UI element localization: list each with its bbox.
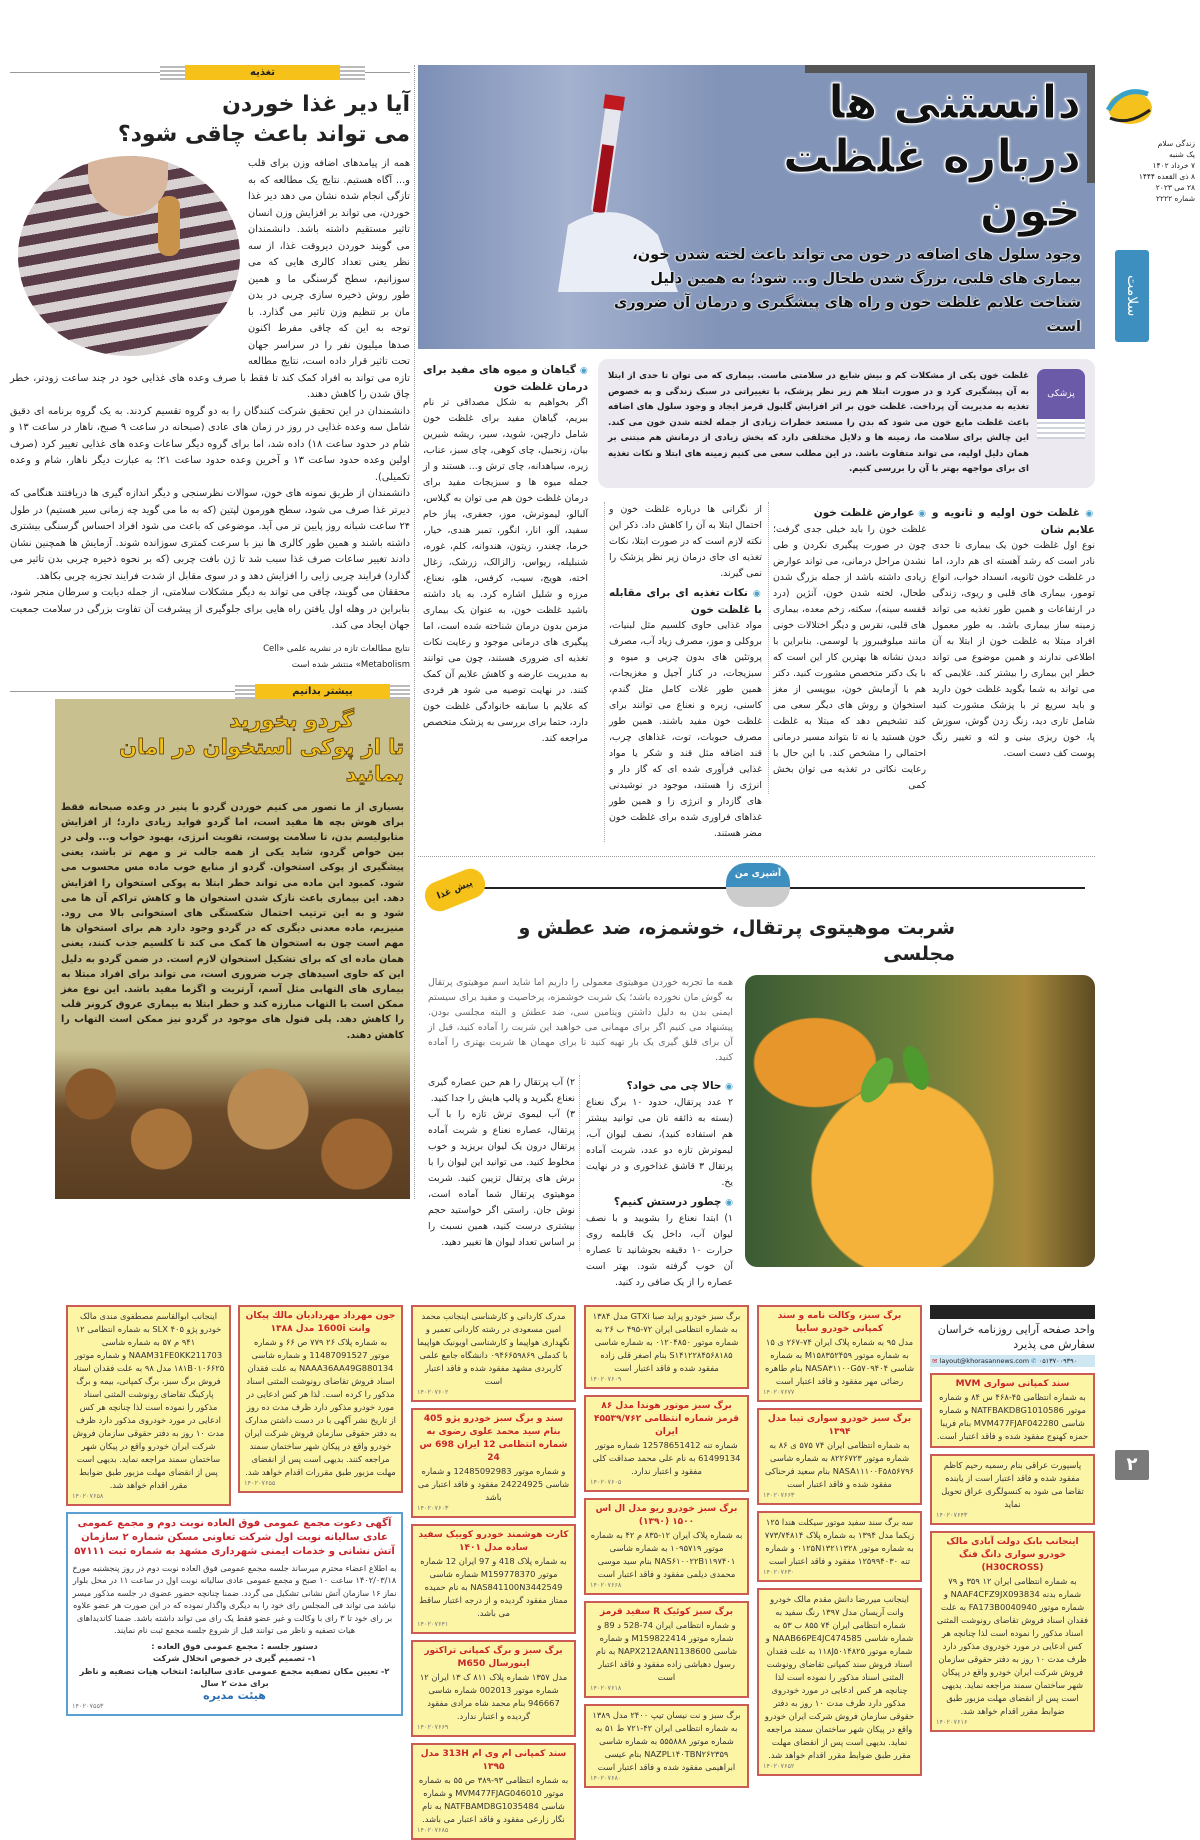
- ad-code: ۱۴۰۲۰۷۶۶۹: [417, 1722, 449, 1731]
- bullet-icon: ◉: [579, 366, 588, 376]
- ad-code: ۱۴۰۲۰۷۶۰۳: [417, 1503, 449, 1512]
- recipe-section-label: آشپزی من: [734, 868, 782, 879]
- classifieds: [10, 1305, 1095, 1840]
- ad-text: برگ سبز و نت نیسان تیپ ۲۴۰۰ مدل ۱۳۸۹ به شماره انتظامی ایران ۴۲-۷۲۱ ط ۵۱ به شماره موتور ۵۵۵۸۸۸ به شماره شاسی NAZPL۱۴۰TBN۲۶۲۳۵۹ بنام عیسی ابراهیمی مفقود شده و فاقد اعتبار است: [592, 1709, 741, 1772]
- ad-text: و شماره انتظامی ایران 74-528 د 89 و شماره موتور M159822414 و شماره شاسی NAPX212AAN1138600 به نام رسول دهباشی زاده مفقود و فاقد اعتبار است: [595, 1619, 738, 1682]
- walnut-photo: [55, 1049, 410, 1199]
- ad-text: اینجانب میررضا دانش مقدم مالک خودرو وانت آریسان مدل ۱۳۹۷ رنگ سفید به شماره انتظامی ایران ۷۴ ۸۵۵ ب ۵۳ به شماره شاسی NAAB66PE4JC474585 و شماره موتور ۱۱۸J۵۰۱۴۸۲۵ به علت فقدان اسناد فروش سند کمپانی تقاضای رونوشت المثنی اسناد مذکور را نموده است لذا چنانچه هر کس ادعایی در مورد خودروی مذکور دارد ظرف مدت ۱۰ روز به دفتر حقوقی سازمان فروش شرکت ایران خودرو واقع در پیکان شهر ساختمان سمند مراجعه نماید. بدیهی است پس از انقضای مهلت مقرر طبق ضوابط مقرر اقدام خواهد شد.: [764, 1593, 915, 1760]
- section-tab: سلامت: [1115, 250, 1149, 342]
- ad-code: ۱۴۰۲۰۷۶۴۳: [936, 1510, 968, 1519]
- column-2: ◉ عوارض غلظت خون غلظت خون را باید خیلی جدی گرفت؛ چون در صورت پیگیری نکردن و طی نشدن مراحل درمانی، می تواند عوارض زیادی داشته باشد از جمله بزرگ شدن طحال، لخته شدن خون، آنژین (درد قفسه سینه)، سکته، زخم معده، بیماری های قلبی، نقرس و دیگر اختلالات خونی مانند میلوفیبروز یا لوسمی. بنابراین با دیدن نشانه ها بهترین کار این است که با یک دکتر متخصص مشورت کنید. دکتر هم با آزمایش خون، بیوپسی از مغز استخوان و روش های دیگر سعی می کند تشخیص دهد که مبتلا به غلظت خون هستید یا نه تا بتواند مسیر درمانی احتمالی را مشخص کند. با این حال با رعایت نکاتی در تغذیه می توان بخش کمی: [768, 502, 926, 794]
- recipe-section: [418, 856, 1095, 1291]
- bullet-icon: ◉: [752, 588, 762, 599]
- classified-ad: [411, 1524, 576, 1634]
- ad-title: اینجانب بابک دولت آبادی مالک خودرو سواری دانگ فنگ (H30CROSS): [946, 1536, 1079, 1573]
- classified-ad: [930, 1373, 1095, 1448]
- ad-code: ۱۴۰۲۰۷۶۶۸: [590, 1580, 622, 1589]
- ad-code: ۱۴۰۲۰۷۶۳۰: [763, 1567, 795, 1576]
- hero-banner: [418, 65, 1095, 349]
- ad-text: پاسپورت عراقی بنام رسمیه رحیم کاظم مفقود شده و فاقد اعتبار است از یابنده تقاضا می شود به کنسولگری عراق تحویل نماید: [941, 1459, 1084, 1509]
- classified-ad: [411, 1305, 576, 1402]
- ad-title: برگ سبز خودرو ریو مدل ال اس ۱۵۰۰ (۱۳۹۰): [595, 1503, 738, 1527]
- ad-code: ۱۴۰۲۰۷۶۱۸: [590, 1683, 622, 1692]
- walnut-tag-row: [10, 684, 410, 699]
- ad-title: برگ سبز و برگ کمپانی تراکتور اینورسال M650: [424, 1645, 563, 1669]
- ad-text: مدل ۹۵ به شماره پلاک ایران ۷۴-۲۶۷ ی ۱۵ به شماره موتور M۱۵۸۳۵۲۴۵۹ به شماره شاسی NASA۳۱۱۰۰G۵۷۰۹۴۰۴ بنام طاهره رضائی مهر مفقود و فاقد اعتبار است: [764, 1336, 915, 1386]
- ad-text: به شماره پلاک ایران ۱۲-۸۳۵ م ۴۲ به شماره موتور ۱۰۹۵۷۱۹ به شماره شاسی NAS۶۱۰۰۲۲B۱۱۹۷۴۰۱ بنام سید موسی محمدی دیلمی مفقود و فاقد اعتبار است: [590, 1529, 743, 1579]
- classified-ad: [757, 1408, 922, 1505]
- ad-code: ۱۴۰۲۰۷۶۰۵: [590, 1477, 622, 1486]
- nutrition-top-text: همه از پیامدهای اضافه وزن برای قلب و... آگاه هستیم. نتایج یک مطالعه که به تازگی انجام شده نشان می دهد دیر غذا خوردن، می تواند بر افزایش وزن انسان تاثیر مستقیم داشته باشد. دانشمندان می گویند خوردن دیروقت غذا، از سه نظر یعنی تعداد کالری هایی که می سوزانیم، سطح گرسنگی ما و همین طور روش ذخیره سازی چربی در بدن مان بر تنظیم وزن تاثیر می گذارد. با توجه به این که چاقی مفرط اکنون صدها میلیون نفر را در سراسر جهان تحت تاثیر قرار داده است، نتایج مطالعه تازه می تواند به افراد کمک کند تا فقط با صرف وعده های غذایی خود در چند ساعت زودتر، خطر چاق شدن را کاهش دهند.: [10, 158, 410, 400]
- ad-title: برگ سبز کوئیک R سفید قرمز: [600, 1606, 733, 1617]
- layout-notice-title: واحد صفحه آرایی روزنامه خراسان سفارش می پذیرد: [937, 1322, 1095, 1351]
- ad-text: به شماره پلاک ۲۶ ۷۷۹ ص ۶۶ و شماره موتور 11487091527 و شماره شاسی NAAA36AA49G880134 به علت فقدان اسناد فروش تقاضای رونوشت المثنی اسناد مذکور را کرده است. لذا هر کس ادعایی در مورد خودرو مذکور دارد ظرف مدت ده روز از تاریخ نشر آگهی با در دست داشتن مدارک به دفتر حقوقی سازمان فروش شرکت ایران خودرو واقع در پیکان شهر ساختمان سمند مراجعه کنند. بدیهی است پس از انقضای مهلت مزبور طبق مقررات اقدام خواهد شد.: [244, 1336, 397, 1477]
- ad-code: ۱۴۰۲۰۷۶۸۰: [590, 1773, 622, 1782]
- recipe-col-left: ۲) آب پرتقال را هم حین عصاره گیری نعناع بگیرید و پالپ هایش را جدا کنید. ۳) آب لیموی ترش تازه را با آب پرتقال، عصاره نعناع و شربت آماده پرتقال درون یک لیوان بریزید و خوب مخلوط کنید. می توانید این لیوان را با برش های پرتقال تزیین کنید. شربت موهیتوی پرتقال شما آماده است، نوش جان. راستی اگر خواستید حجم بیشتری درست کنید، همین نسبت را بر اساس تعداد لیوان ها تغییر دهید.: [428, 1075, 580, 1251]
- section-tag-learn-more: بیشتر بدانیم: [255, 684, 390, 699]
- classified-ad: [238, 1305, 403, 1493]
- ad-code: ۱۴۰۲۰۷۶۰۹: [590, 1374, 622, 1383]
- ad-title: کارت هوشمند خودرو کوییک سفید ساده مدل ۱۴۰۱: [418, 1529, 569, 1553]
- classified-ad: [757, 1588, 922, 1776]
- classified-ad: [584, 1498, 749, 1595]
- intro-text: غلظت خون یکی از مشکلات کم و بیش شایع در سلامتی ماست. بیماری که می توان تا حدی از ابتلا به آن پیشگیری کرد و در صورت ابتلا هم زیر نظر پزشک، با تغییراتی در سبک زندگی و به خصوص تغذیه به مدیریت آن پرداخت. غلظت خون بر اثر افزایش گلبول قرمز ایجاد و وجود سلول های اضافه باعث غلظت مایع خون می شود که بدن را مستعد خطرات زیادی از جمله لخته شدن خون می کند. این چالش برای سلامت ما، زمینه ها و دلایل مختلفی دارد که بخش زیادی از درمانش هم مبتنی بر همان دلیل اولیه، می تواند متفاوت باشد. در این مطلب سعی می کنیم زمینه های ابتلا و نکات تغذیه ای برای مواجهه بهتر با آن را بررسی کنیم.: [608, 371, 1029, 474]
- ad-text: به شماره انتظامی ۴۵-۴۶۸ س ۸۴ و شماره موتور NATFBAKD8G1010586 و شماره شاسی MVM477FJAF042280 بنام فریبا حمزه کهنوج مفقود شده و فاقد اعتبار است.: [936, 1391, 1089, 1441]
- info-line: ۸ ذی القعده ۱۴۴۴: [1138, 172, 1195, 181]
- late-eating-photo: [18, 156, 240, 356]
- classified-ad: [930, 1531, 1095, 1732]
- intro-badge: پزشکی: [1037, 369, 1085, 419]
- phone-icon: ✆: [1031, 1356, 1037, 1365]
- column-3: از نگرانی ها درباره غلظت خون و احتمال ابتلا به آن را کاهش داد. ذکر این نکته لازم است که در صورت ابتلا، نکات تغذیه ای جای درمان زیر نظر پزشک را نمی گیرند. ◉ نکات تغذیه ای برای مقابله با غلظت خون مواد غذایی حاوی کلسیم مثل لبنیات، بروکلی و موز، مصرف زیاد آب، مصرف پروتئین های بدون چربی و میوه و سبزیجات، در کنار آجیل و مغزیجات، همین طور غلات کامل مثل گندم، کاسنی، زیره و نعناع می توانند برای غلظت خون مفید باشند. همین طور مصرف حبوبات، توت، غذاهای چرب، قند اضافه مثل قند و شکر یا مواد غذایی فرآوری شده ای که گاز دار و انرژی زا هستند، موجود در نوشیدنی های گازدار و انرژی زا و همین طور غذاهای فراوری شده برای غلظت خون مضر هستند.: [604, 502, 762, 842]
- column-4: ◉ گیاهان و میوه های مفید برای درمان غلظت خون اگر بخواهیم به شکل مصداقی تر نام ببریم، گیاهان مفید برای غلظت خون شامل دارچین، شوید، سیر، ریشه شیرین بیان، زنجبیل، چای کوهی، چای سبز، عناب، زیره، سیاهدانه، چای ترش و... هستند و از جمله میوه ها و سبزیجات مفید برای درمان غلظت خون هم می توان به گیلاس، آلبالو، لیموترش، موز، جعفری، پیاز خام سفید، آلو، انار، انگور، تمبر هندی، خیار، خرما، چغندر، زیتون، هندوانه، کلم، غوره، شنبلیله، ریواس، زالزالک، زرشک، زغال اخته، هویج، سیب، کرفس، هلو، نعناع، مرزه و شلیل اشاره کرد. به یاد داشته باشید غلظت خون، به عنوان یک بیماری مزمن بدون درمان شناخته شده است، اما پیگیری های درمانی موجود و رعایت نکات تغذیه ای ضروری هستند، چون می توانند به مدیریت عارضه و کاهش علایم آن کمک کنند. در نهایت توصیه می شود هر فردی که علایم با سابقه خانوادگی غلظت خون دارد، حتما برای بررسی به پزشک متخصص مراجعه کند.: [423, 364, 588, 744]
- ad-code: ۱۴۰۲۰۷۶۷۷: [763, 1387, 795, 1396]
- email-link[interactable]: layout@khorasannews.com: [939, 1356, 1030, 1365]
- classified-ad: [584, 1305, 749, 1389]
- walnut-title: گردو بخورید تا از پوکی استخوان در امان بمانید: [119, 707, 404, 786]
- ad-code: ۱۴۰۲۰۷۶۶۳: [763, 1490, 795, 1499]
- ad-code: ۱۴۰۲۰۷۶۴۱: [417, 1619, 449, 1628]
- ad-code: ۱۴۰۲۰۷۶۵۵: [244, 1478, 276, 1487]
- classified-ad: [584, 1395, 749, 1492]
- ad-text: مدرک کاردانی و کارشناسی اینجانب محمد امین مسعودی در رشته کاردانی تعمیر و نگهداری هواپیما و کارشناسی اویونیک هواپیما با کدملی ۰۹۴۶۶۵۹۸۶۹ دانشگاه جامع علمی کاربردی مشهد مفقود شده و فاقد اعتبار است: [417, 1310, 570, 1386]
- classified-ad: [757, 1305, 922, 1402]
- ad-text: سه برگ سند سفید موتور سیکلت هندا ۱۲۵ زیکما مدل ۱۳۹۴ به شماره پلاک ۷۷۳/۷۴۸۱۴ به شماره موتور ۰۱۲۵N۱۳۲۱۱۳۲۸ و شماره تنه ۱۲۵۹۹۴۰۳۰ مفقود و فاقد اعتبار است: [764, 1516, 915, 1566]
- info-line: یک شنبه: [1168, 150, 1195, 159]
- info-line: زندگی سلام: [1157, 139, 1195, 148]
- ad-code: ۱۴۰۲۰۷۶۸۵: [417, 1825, 449, 1834]
- ad-title: جون مهرداد مهرداديان مالك پيكان وانت 1600i مدل ۱۳۸۸: [245, 1310, 396, 1334]
- classified-ad: [411, 1640, 576, 1737]
- nutrition-body: همه از پیامدهای اضافه وزن برای قلب و... آگاه هستیم. نتایج یک مطالعه که به تازگی انجام شده نشان می دهد دیر غذا خوردن، می تواند بر افزایش وزن انسان تاثیر مستقیم داشته باشد. دانشمندان می گویند خوردن دیروقت غذا، از سه نظر یعنی تعداد کالری هایی که می سوزانیم، سطح گرسنگی ما و همین طور روش ذخیره سازی چربی در بدن مان بر تنظیم وزن تاثیر می گذارد. با توجه به این که چاقی مفرط اکنون صدها میلیون نفر را در سراسر جهان تحت تاثیر قرار داده است، نتایج مطالعه تازه می تواند به افراد کمک کند تا فقط با صرف وعده های غذایی خود در چند ساعت زودتر، خطر چاق شدن را کاهش دهند. دانشمندان در این تحقیق شرکت کنندگان را به دو گروه تقسیم کردند. به یک گروه برنامه ای دقیق شامل سه وعده غذایی در روز در زمان های عادی (صبحانه در ساعت ۹ صبح، ناهار در ساعت ۱۳ و شام در حدود ساعت ۱۸) داده شد، اما برای گروه دیگر ساعات وعده های غذایی تغییر کرد (صرف اولین وعده حدود ساعت ۱۳ و آخرین وعده حدود ساعت ۲۱؛ به عبارت دیگر ناهار، شام و وعده تکمیلی). دانشمندان از طریق نمونه های خون، سوالات نظرسنجی و دیگر اندازه گیری ها دریافتند هنگامی که دیرتر غذا صرف می شود، سطح هورمون لپتین (که به ما می گوید چه زمانی سیر هستیم) در طول ۲۴ ساعت شبانه روز پایین تر می آید. موضوعی که باعث می شود افراد احساس گرسنگی بیشتری داشته باشند و همین طور کالری ها نیز با سرعت کمتری سوزانده شوند. آزمایش ها همچنین نشان دادند تغییر ساعات صرف غذا سبب شد تا ژن بافت چربی (که بر نحوه ذخیره چربی بدن تاثیر می گذارد) فرایند چربی زایی را افزایش دهد و در سوی مقابل از شدت فرایند تجزیه چربی بکاهد. محققان می گویند، چاقی می تواند به دیگر مشکلات سلامتی، از جمله دیابت و سرطان منجر شود، بنابراین در وهله اول یافتن راه هایی برای جلوگیری از پیشرفت آن تفاوت بزرگی در سلامت جمعیت جهان ایجاد می کند. نتایج مطالعات تازه در نشریه علمی «Cell Metabolism» منتشر شده است: [10, 156, 410, 674]
- layout-notice: [930, 1305, 1095, 1367]
- ad-text: به شماره انتظامی ایران ۱۲ ۳۵۹ و ۷۹ شماره بدنه NAAF4CFZ9JX093834 و شماره موتور FA173B0040940 به علت فقدان اسناد فروش تقاضای رونوشت المثنی اسناد مذکور را نموده است لذا چنانچه هر کس ادعایی در مورد خودروی مذکور دارد ظرف مدت ۱۰ روز به دفتر حقوقی سازمان فروش شرکت ایران خودرو واقع در پیکان شهر ساختمان سمند مراجعه نماید. بدیهی است پس از انقضای مهلت مزبور طبق ضوابط مقرر اقدام خواهد شد.: [936, 1575, 1089, 1716]
- bullet-icon: ◉: [918, 508, 926, 519]
- info-line: شماره ۲۲۲۲: [1156, 194, 1195, 203]
- ad-code: ۱۴۰۲۰۷۶۱۶: [936, 1717, 968, 1726]
- classified-ad: [584, 1601, 749, 1698]
- bullet-icon: ◉: [1085, 508, 1095, 519]
- ad-text: به شماره پلاک 418 و 97 ایران 12 شماره موتور M159778370 شماره شاسی NAS841100N3442549 به نام حمیده ممتاز مفقود گردیده و از درجه اعتبار ساقط می باشد.: [419, 1555, 568, 1618]
- hero-lead: وجود سلول های اضافه در خون می تواند باعث لخته شدن خون، بیماری های قلبی، بزرگ شدن طحال و... شود؛ به همین دلیل شناخت علایم غلظت خون و راه های پیشگیری و درمان آن ضروری است: [614, 247, 1081, 335]
- appetizer-badge: پیش غذا: [421, 864, 490, 915]
- nutrition-tag-row: [10, 65, 410, 80]
- walnut-box: [55, 699, 410, 1199]
- recipe-intro: همه ما تجربه خوردن موهیتوی معمولی را داریم اما شاید اسم موهیتوی پرتقال به گوش مان نخورده باشد؛ یک شربت خوشمزه، پرخاصیت و مفید برای سیستم ایمنی بدن به دلیل داشتن ویتامین سی، ضد عطش و البته مجلسی بودن. پیشنهاد می کنیم اگر برای مهمانی می خواهید این شربت را آماده کنید، قبل از آن برای قلق گیری یک بار تهیه کنید تا برای مهمان ها شربت بهتری را آماده کنید.: [428, 976, 733, 1063]
- nutrition-source: نتایج مطالعات تازه در نشریه علمی «Cell Metabolism» منتشر شده است: [263, 643, 410, 670]
- ad-code: ۱۴۰۲۰۷۶۰۲: [417, 1387, 449, 1396]
- classified-ad: [584, 1704, 749, 1788]
- bullet-icon: ◉: [725, 1197, 733, 1208]
- recipe-col-right: ◉ حالا چی می خواد؟ ۲ عدد پرتقال، حدود ۱۰ برگ نعناع (بسته به ذائقه تان می توانید بیشتر هم استفاده کنید)، نصف لیوان آب، لیموترش تازه دو عدد، شربت آماده پرتقال ۳ قاشق غذاخوری و در نهایت یخ. ◉ چطور درستش کنیم؟ ۱) ابتدا نعناع را بشویید و با نصف لیوان آب، داخل یک قابلمه روی حرارت ۱۰ دقیقه بجوشانید تا عصاره آن خوب گرفته شود. بهتر است عصاره را از یک صافی رد کنید.: [586, 1079, 733, 1288]
- ad-text: شماره تنه 12578651412 شماره موتور 61499134 به نام علی محمد صداقت کلی مفقود و اعتبار ندارد.: [592, 1439, 741, 1476]
- nutrition-title: آیا دیر غذا خوردن می تواند باعث چاقی شود؟: [117, 92, 410, 147]
- ad-text: مدل ۱۳۵۷ شماره پلاک ۸۱۱ ک ۱۳ ایران ۱۲ شماره موتور 002013 شماره شاسی 946667 بنام محمد شاه مرادی مفقود گردیده و اعتبار ندارد.: [419, 1671, 568, 1721]
- ad-title: سند کمپانی ام وی ام 313H مدل ۱۳۹۵: [420, 1748, 567, 1772]
- ad-title: برگ سبز موتور هوندا مدل ۸۶ قرمز شماره انتظامی ۴۵۵۳۹/۷۶۲ ایران: [593, 1400, 740, 1437]
- intro-box: [598, 359, 1095, 488]
- ad-title: سند و برگ سبز خودرو پژو 405 بنام سید محمد علوی رضوی به شماره انتظامی 12 ایران 698 س 24: [419, 1413, 568, 1463]
- intro-badge-waves: [1037, 419, 1085, 439]
- info-line: ۲۸ می ۲۰۲۳: [1155, 183, 1195, 192]
- classified-ad: [66, 1305, 231, 1506]
- ad-text: و شماره موتور 12485092983 و شماره شاسی 24224925 مفقود و فاقد اعتبار می باشد: [417, 1465, 570, 1502]
- classified-ad: [411, 1408, 576, 1518]
- section-tag-nutrition: تغذیه: [185, 65, 340, 80]
- ad-text: اینجانب ابوالقاسم مصطفوی مندی مالک خودرو پژو SLX ۴۰۵ به شماره انتظامی ۱۲ ۹۴۱ م ۵۷ به شماره شاسی NAAM31FE0KK211703 و شماره موتور ۱۸۱B۰۱۰۶۶۲۵ مدل ۹۸ به علت فقدان اسناد فروش برگ سبز، برگ کمپانی، بیمه و برگ پارکینگ تقاضای رونوشت المثنی اسناد مذکور را نموده است لذا چنانچه هر کس ادعایی در مورد خودروی مذکور دارد ظرف مدت ۱۰ روز به دفتر حقوقی سازمان فروش شرکت ایران خودرو واقع در پیکان شهر ساختمان سمند مراجعه نماید. بدیهی است پس از انقضای مهلت مزبور طبق ضوابط مقرر اقدام خواهد شد.: [72, 1310, 225, 1490]
- ad-title: برگ سبز خودرو سواری تیبا مدل ۱۳۹۴: [767, 1413, 912, 1437]
- ad-text: برگ سبز خودرو پراید صبا GTXi مدل ۱۳۸۴ به شماره انتظامی ایران ۷۲-۴۹۵ ب ۲۶ به شماره موتور ۰۱۲۰۴۸۵۰ به شماره شاسی S۱۴۱۲۲۸۴۵۶۸۱۸۵ بنام اصغر قلی زاده مفقود شده و فاقد اعتبار است: [592, 1310, 741, 1373]
- classified-ad: [411, 1743, 576, 1840]
- bullet-icon: ◉: [725, 1081, 733, 1092]
- classified-ad: [757, 1511, 922, 1582]
- ad-title: سند کمپانی سواری MVM: [955, 1378, 1070, 1389]
- masthead-logo: [1098, 80, 1158, 130]
- hero-title: دانستنی ها درباره غلظت خون: [783, 75, 1081, 237]
- classified-ad: [930, 1454, 1095, 1525]
- ad-code: ۱۴۰۲۰۷۶۵۲: [763, 1761, 795, 1770]
- info-line: ۷ خرداد ۱۴۰۲: [1152, 161, 1195, 170]
- ad-text: به شماره انتظامی ایران ۷۴ ۵۷۵ ی ۸۶ به شماره موتور ۸۲۲۶۷۲۳ به شماره شاسی NASA۱۱۱۰۰F۵۸۵۶۷۹۶ بنام سعید فرحناکی مفقود شده و فاقد اعتبار است: [764, 1439, 914, 1489]
- mojito-photo: [745, 975, 1095, 1267]
- page-number: ۲: [1115, 1450, 1149, 1480]
- issue-info: [1100, 138, 1195, 204]
- mail-icon: ✉: [932, 1356, 938, 1365]
- column-1: ◉ غلظت خون اولیه و ثانویه و علایم شان نوع اول غلظت خون یک بیماری تا حدی نادر است که رشد آهسته ای هم دارد، اما در غلظت خون ثانویه، انسداد خواب، انواع تومور، بیماری های قلبی و ریوی، زندگی در ارتفاعات و همین طور تغذیه می تواند زمینه ساز بیماری باشد. به طور معمول افراد مبتلا به غلظت خون از ابتلا به آن اطلاعی ندارند و همین موضوع می تواند خطر این بیماری را بیشتر کند. علایمی که می تواند به شما بگوید غلظت خون دارید و باید سریع تر با پزشک مشورت کنید شامل تاری دید، زنگ زدن گوش، سوزش پا، خون ریزی بینی و لثه و تغییر رنگ پوست کف دست است.: [932, 506, 1095, 759]
- ad-code: ۱۴۰۲۰۷۶۵۸: [72, 1491, 104, 1500]
- recipe-title: شربت موهیتوی پرتقال، خوشمزه، ضد عطش و مجلسی: [518, 916, 955, 965]
- assembly-ad: آگهی دعوت مجمع عمومی فوق العاده نوبت دوم و مجمع عمومی عادی سالیانه نوبت اول شرکت تعاونی مسکن شماره ۲ سازمان آتش نشانی و خدمات ایمنی شهرداری مشهد به شماره ثبت ۵۷۱۱۱ به اطلاع اعضاء محترم میرساند جلسه مجمع عمومی فوق العاده نوبت دوم در روز پنجشنبه مورخ ۱۴۰۲/۰۳/۱۸ ساعت ۱۰ صبح و مجمع عمومی عادی سالیانه نوبت اول در ساعت ۱۱ در محل بلوار نماز ۱۶ سازمان آتش نشانی تشکیل می گردد. ضمنا چنانچه حضور عضوی در جلسه مذکور میسر نباشد می تواند فی المجلس رای خود را به دیگری واگذار نموده که در این صورت هر عضو علاوه بر رای خود تا ۳ رای با وکالت و غیر عضو فقط یک رای می تواند داشته باشد. ضمنا کاندیداهای هیات تصفیه و ناظر می توانند قبل از شروع جلسه مجمع ثبت نام نمایند. دستور جلسه : مجمع عمومی فوق العاده : ۱- تصمیم گیری در خصوص انحلال شرکت ۲- تعیین مکان تصفیه مجمع عمومی عادی سالیانه: انتخاب هیات تصفیه و ناظر برای مدت ۲ سال هیئت مدیره ۱۴۰۲۰۷۵۵۳: [66, 1512, 403, 1717]
- layout-contact: ✉ layout@khorasannews.com ✆ ۰۵۱۳۷۰۰۹۳۹۰: [930, 1355, 1095, 1367]
- walnut-text: بسیاری از ما تصور می کنیم خوردن گردو با پنیر در وعده صبحانه فقط برای هوش بچه ها مفید است، اما گردو فواید زیادی دارد؛ از افزایش متابولیسم بدن، تا سلامت پوست، تقویت انرژی، بهبود خواب و... ولی در بین خواص گردو، شاید یکی از همه جالب تر و مهم تر باشد، یعنی پیشگیری از پوکی استخوان. گردو از منابع خوب ماده مس محسوب می شود. کمبود این ماده می تواند خطر ابتلا به پوکی استخوان را افزایش دهد. این بیماری باعث نازک شدن استخوان ها و کاهش تراکم آن ها می شود و به این ترتیب احتمال شکستگی های استخوانی بالا می رود. منیزیم، ماده معدنی دیگری که در گردو وجود دارد هم برای استخوان ها مهم است چون به استخوان ها کمک می کند تا کلسیم جذب کنند، یعنی همان ماده ای که برای تشکیل استخوان لازم است. در ضمن گردو به دلیل این که حاوی اسیدهای چرب ضروری است، می تواند برای افراد مبتلا به بیماری های التهابی مثل آسم، آرتریت و اگزما مفید باشد. این نوع مغز ممکن است با التهاب مبارزه کند و خطر ابتلا به بیماری عروق کرونر قلب را کاهش دهد. پلی فنول های موجود در گردو نیز ممکن است التهاب را کاهش دهند.: [61, 801, 404, 1041]
- ad-text: به شماره انتظامی ۹۳-۳۸۹ ص ۵۵ به شماره موتور MVM477FJAG046010 و شماره شاسی NATFBAMD8G1035484 به نام نگار زارعی مفقود و فاقد اعتبار می باشد.: [418, 1774, 569, 1824]
- ad-title: برگ سبز، وکالت نامه و سند کمپانی خودرو سایپا: [777, 1310, 902, 1334]
